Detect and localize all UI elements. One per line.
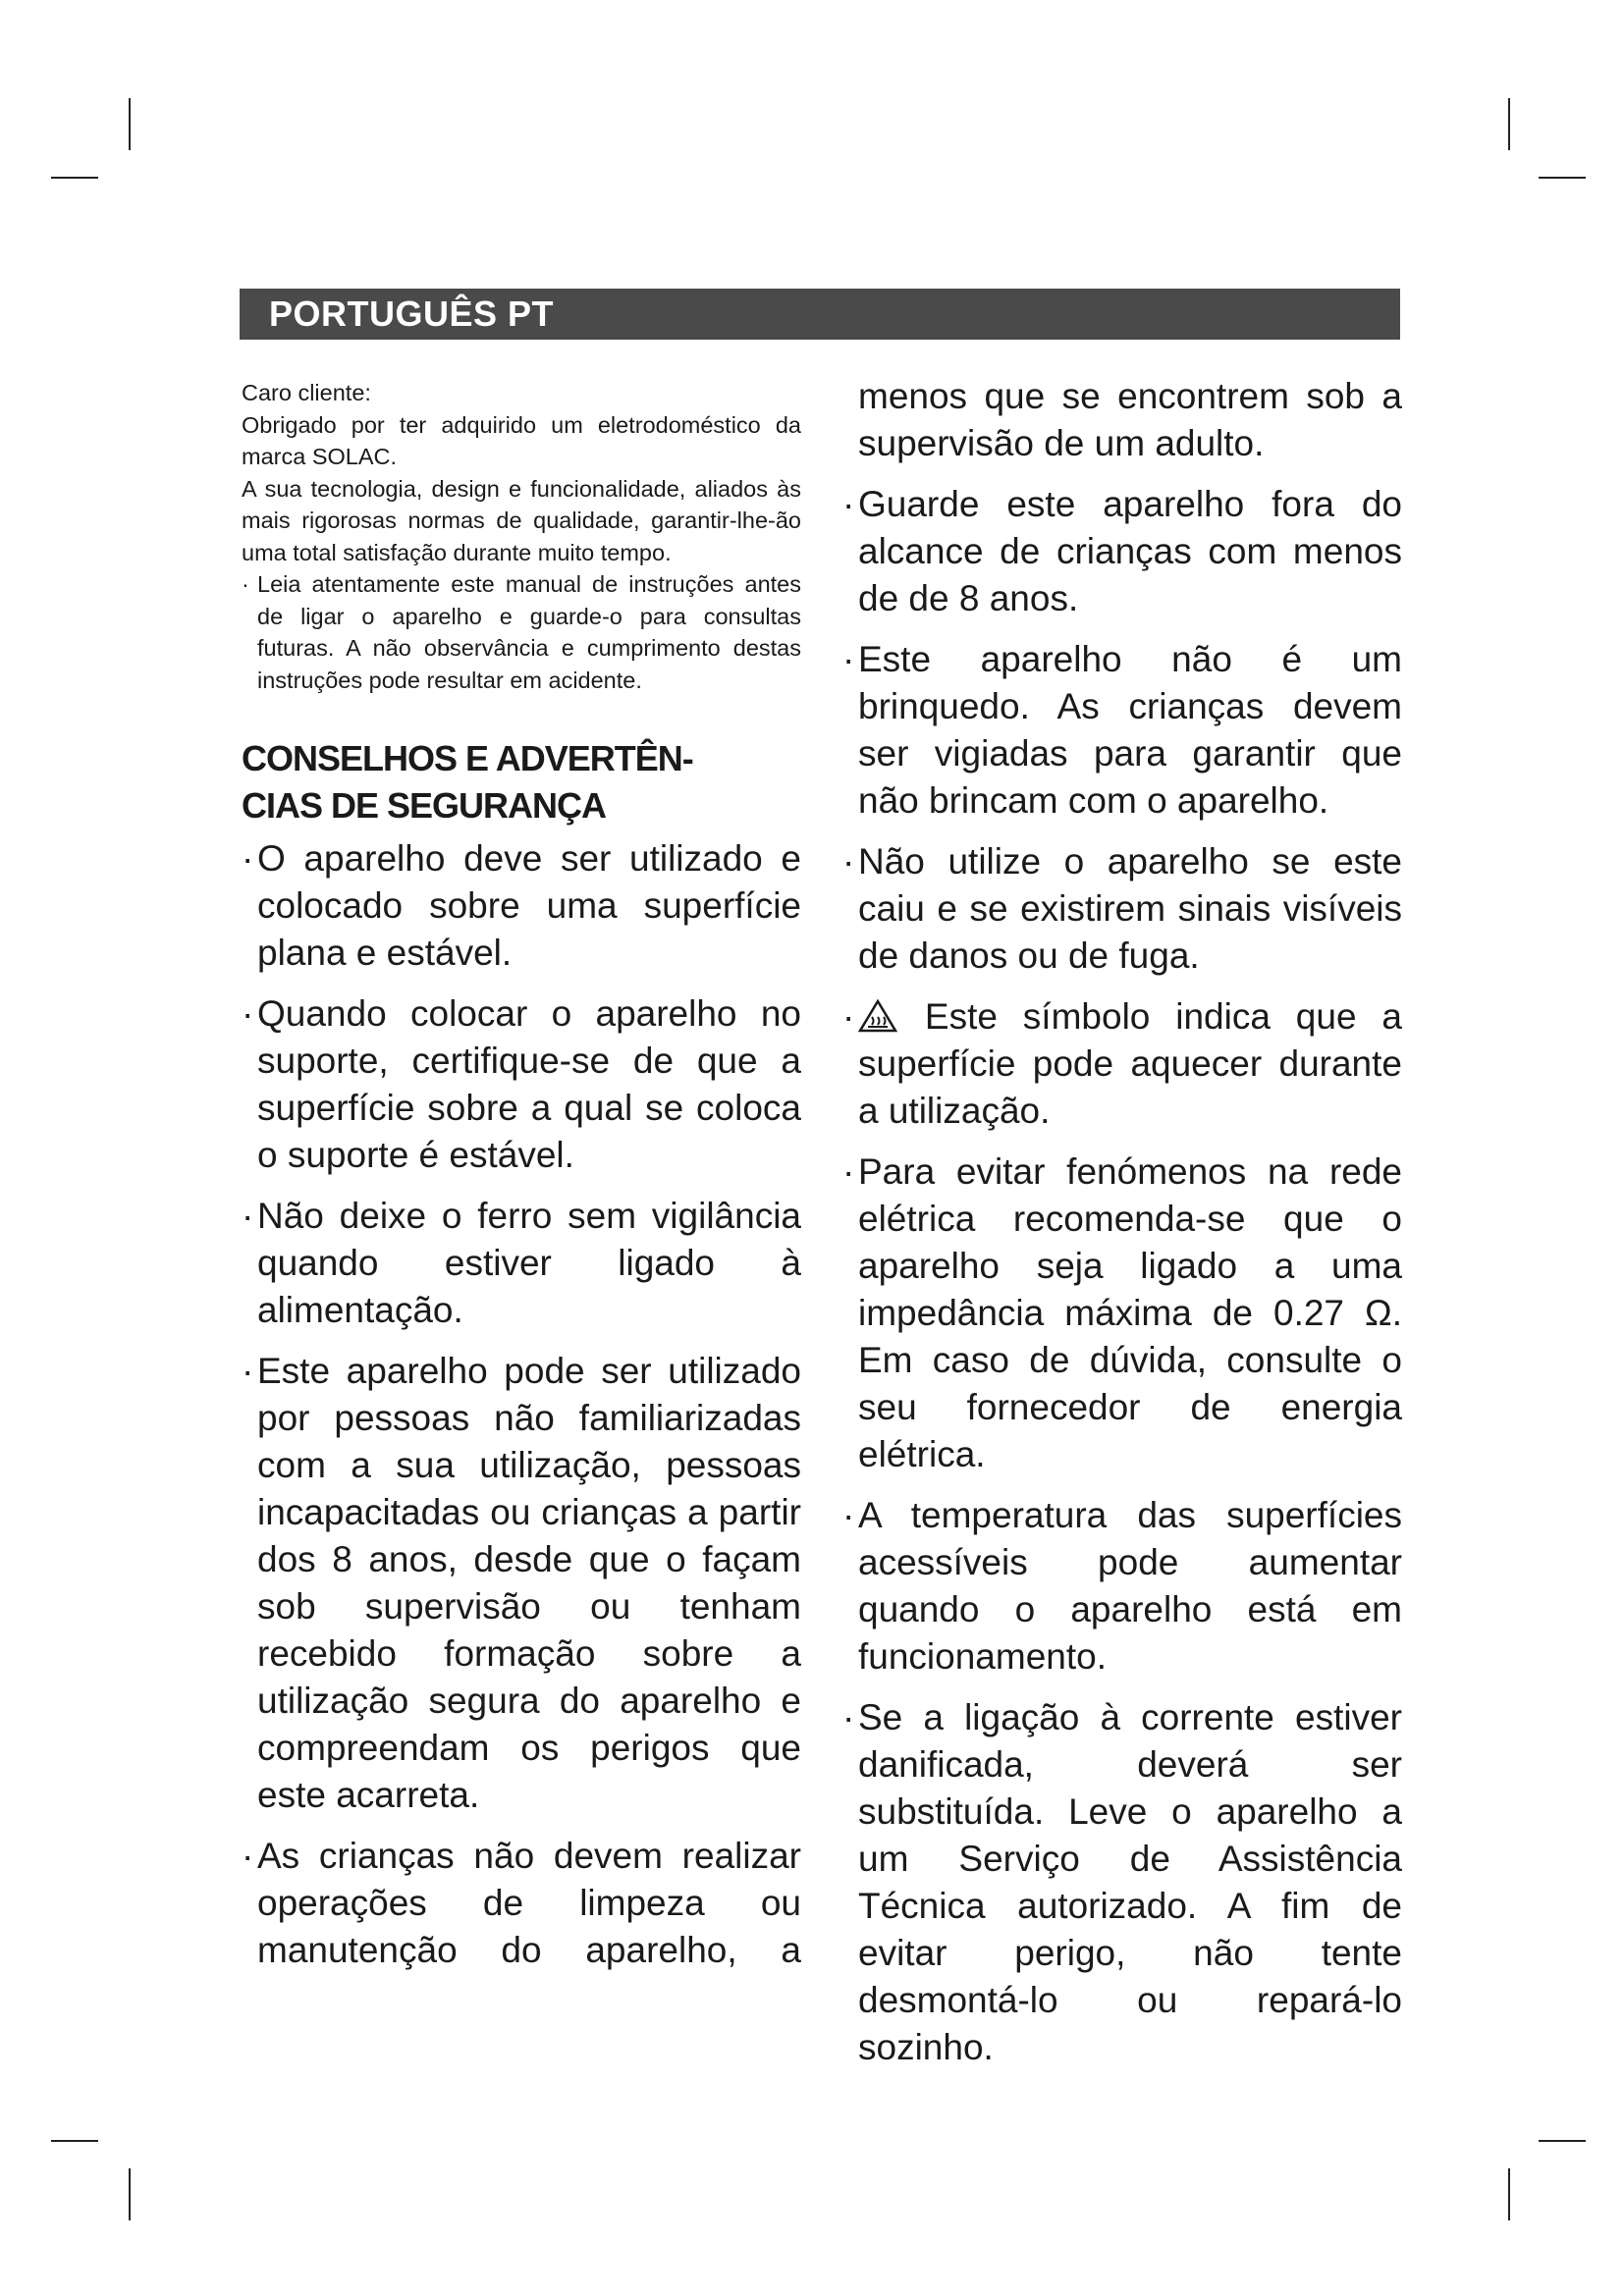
intro-bullet xyxy=(242,568,801,696)
crop-mark xyxy=(51,2140,98,2142)
list-item xyxy=(242,1833,801,1974)
list-item-continuation: menos que se encontrem sob a supervisão de um adulto. xyxy=(858,376,1402,463)
list-item-text: As crianças não devem realizar operações de limpeza ou manutenção do aparelho, a xyxy=(257,1836,801,1970)
bullet-dot: · xyxy=(842,1697,855,1737)
bullet-dot: · xyxy=(242,1196,254,1236)
list-item-text: Este símbolo indica que a superfície pode aquecer durante a utilização. xyxy=(858,996,1402,1131)
list-item-text: Guarde este aparelho fora do alcance de crianças com menos de de 8 anos. xyxy=(858,484,1402,618)
list-item xyxy=(842,1492,1402,1681)
list-item-text: Não utilize o aparelho se este caiu e se existirem sinais visíveis de danos ou de fuga. xyxy=(858,841,1402,976)
list-item-text: O aparelho deve ser utilizado e colocado sobre uma superfície plana e estável. xyxy=(257,838,801,973)
section-title-line-2: CIAS DE SEGURANÇA xyxy=(242,785,607,826)
language-header: PORTUGUÊS PT xyxy=(240,289,1400,340)
list-item-text: Quando colocar o aparelho no suporte, certifique-se de que a superfície sobre a qual se coloca o suporte é estável. xyxy=(257,993,801,1175)
crop-mark xyxy=(129,98,131,150)
list-item xyxy=(842,838,1402,980)
list-item xyxy=(242,990,801,1179)
bullet-dot: · xyxy=(242,838,254,879)
crop-mark xyxy=(1539,177,1586,179)
list-item-text: Este aparelho não é um brinquedo. As crianças devem ser vigiadas para garantir que não brincam com o aparelho. xyxy=(858,639,1402,821)
list-item xyxy=(842,1148,1402,1478)
list-item xyxy=(842,481,1402,622)
list-item xyxy=(242,1193,801,1334)
crop-mark xyxy=(1539,2140,1586,2142)
left-column xyxy=(242,377,801,1988)
bullet-dot: · xyxy=(242,1836,254,1876)
list-item xyxy=(842,1694,1402,2071)
bullet-dot: · xyxy=(842,1151,855,1192)
bullet-dot: · xyxy=(842,639,855,679)
list-item-text: Se a ligação à corrente estiver danificada, deverá ser substituída. Leve o aparelho a um Serviço de Assistência Técnica autorizado. A fim de evitar perigo, não tente desmontá-lo ou repará-lo sozinho. xyxy=(858,1697,1402,2067)
intro xyxy=(242,377,801,696)
crop-mark xyxy=(1508,98,1510,150)
bullet-dot: · xyxy=(842,996,855,1037)
section-title xyxy=(242,735,801,829)
intro-paragraph-1: Obrigado por ter adquirido um eletrodoméstico da marca SOLAC. xyxy=(242,411,801,469)
list-item-text: Este aparelho pode ser utilizado por pessoas não familiarizadas com a sua utilização, pessoas incapacitadas ou crianças a partir dos 8 anos, desde que o façam sob supervisão ou tenham recebido formação sobre a utilização segura do aparelho e compreendam os perigos que este acarreta. xyxy=(257,1351,801,1815)
list-item-text: Para evitar fenómenos na rede elétrica recomenda-se que o aparelho seja ligado a uma impedância máxima de 0.27 Ω. Em caso de dúvida, consulte o seu fornecedor de energia elétrica. xyxy=(858,1151,1402,1474)
left-safety-list xyxy=(242,835,801,1974)
intro-bullet-text: Leia atentamente este manual de instruções antes de ligar o aparelho e guarde-o para consultas futuras. A não observância e cumprimento destas instruções pode resultar em acidente. xyxy=(257,571,801,693)
right-column xyxy=(842,373,1402,2085)
bullet-dot: · xyxy=(842,484,855,524)
crop-mark xyxy=(129,2168,131,2220)
greeting: Caro cliente: xyxy=(242,380,371,405)
bullet-dot: · xyxy=(842,841,855,881)
crop-mark xyxy=(51,177,98,179)
intro-paragraph-2: A sua tecnologia, design e funcionalidade, aliados às mais rigorosas normas de qualidade, garantir-lhe-ão uma total satisfação durante muito tempo. xyxy=(242,475,801,565)
bullet-dot: · xyxy=(242,1351,254,1391)
hot-surface-warning-icon xyxy=(858,999,897,1033)
bullet-dot: · xyxy=(842,1495,855,1535)
bullet-dot: · xyxy=(242,571,249,597)
crop-mark xyxy=(1508,2168,1510,2220)
list-item xyxy=(242,1348,801,1819)
list-item xyxy=(242,835,801,977)
bullet-dot: · xyxy=(242,993,254,1034)
list-item-text: Não deixe o ferro sem vigilância quando estiver ligado à alimentação. xyxy=(257,1196,801,1330)
list-item xyxy=(842,636,1402,825)
list-item-text: A temperatura das superfícies acessíveis pode aumentar quando o aparelho está em funcionamento. xyxy=(858,1495,1402,1677)
list-item-symbol xyxy=(842,993,1402,1135)
section-title-line-1: CONSELHOS E ADVERTÊN- xyxy=(242,738,693,778)
